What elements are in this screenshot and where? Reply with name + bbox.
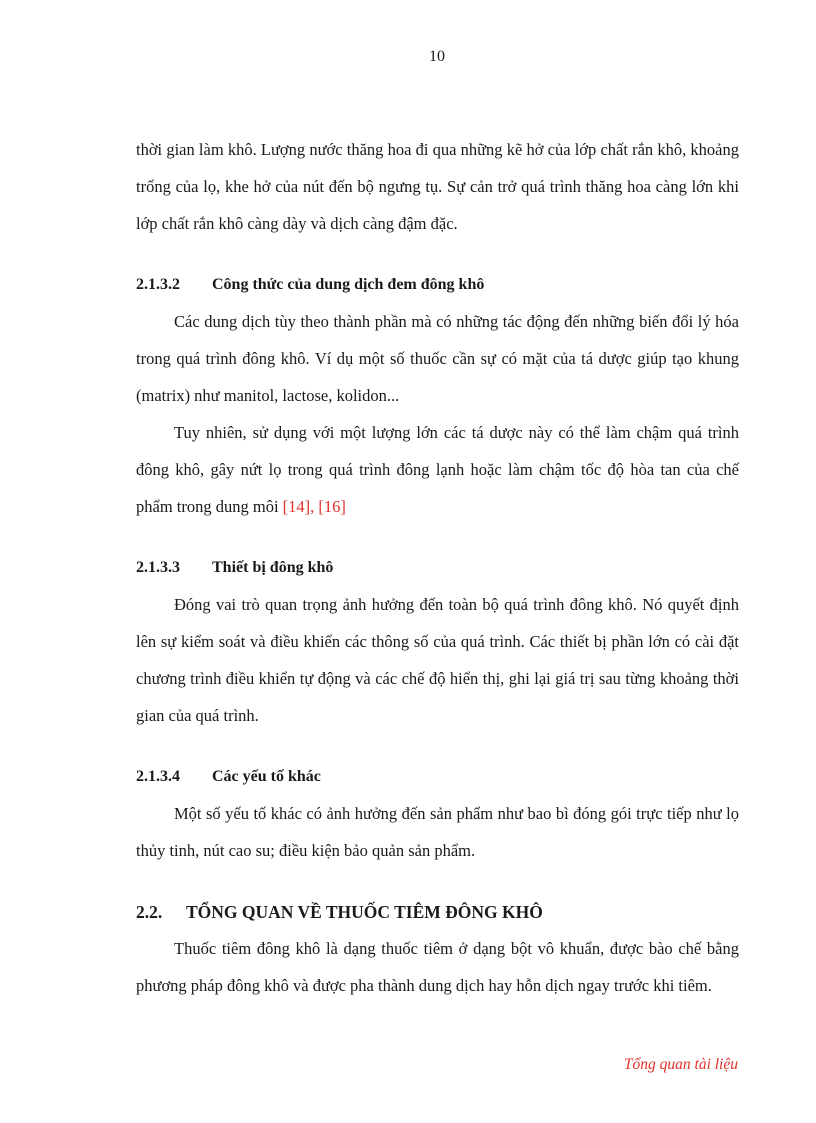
page-number: 10 (429, 48, 445, 65)
paragraph-text: Tuy nhiên, sử dụng với một lượng lớn các tá dược này có thể làm chậm quá trình đông khô, gây nứt lọ trong quá trình đông lạnh hoặc làm chậm tốc độ hòa tan của chế phẩm trong dung môi (136, 423, 739, 516)
section-2-1-3-2-paragraph-2 (136, 414, 739, 525)
section-title: Thiết bị đông khô (212, 559, 334, 576)
section-heading-2-1-3-4 (136, 764, 739, 790)
section-number: 2.1.3.3 (136, 559, 180, 576)
document-body (136, 131, 739, 1004)
section-heading-2-1-3-2 (136, 272, 739, 298)
section-2-1-3-2-paragraph-1: Các dung dịch tùy theo thành phần mà có những tác động đến những biến đổi lý hóa trong quá trình đông khô. Ví dụ một số thuốc cần sự có mặt của tá dược giúp tạo khung (matrix) như manitol, lactose, kolidon... (136, 312, 739, 405)
section-title: TỔNG QUAN VỀ THUỐC TIÊM ĐÔNG KHÔ (186, 902, 543, 922)
section-number: 2.2. (136, 902, 163, 922)
section-number: 2.1.3.2 (136, 276, 180, 293)
footer-running-title: Tổng quan tài liệu (623, 1056, 738, 1073)
citation-link[interactable]: [14], [16] (282, 497, 346, 516)
section-2-2-paragraph: Thuốc tiêm đông khô là dạng thuốc tiêm ở dạng bột vô khuẩn, được bào chế bằng phương pháp đông khô và được pha thành dung dịch hay hỗn dịch ngay trước khi tiêm. (136, 939, 739, 995)
section-heading-2-2 (136, 899, 739, 925)
section-title: Công thức của dung dịch đem đông khô (212, 276, 485, 293)
section-2-1-3-4-paragraph: Một số yếu tố khác có ảnh hưởng đến sản phẩm như bao bì đóng gói trực tiếp như lọ thủy tinh, nút cao su; điều kiện bảo quản sản phẩm. (136, 804, 739, 860)
intro-paragraph: thời gian làm khô. Lượng nước thăng hoa đi qua những kẽ hở của lớp chất rắn khô, khoảng trống của lọ, khe hở của nút đến bộ ngưng tụ. Sự cản trở quá trình thăng hoa càng lớn khi lớp chất rắn khô càng dày và dịch càng đậm đặc. (136, 140, 739, 233)
section-title: Các yếu tố khác (212, 768, 321, 785)
section-2-1-3-3-paragraph: Đóng vai trò quan trọng ảnh hưởng đến toàn bộ quá trình đông khô. Nó quyết định lên sự kiểm soát và điều khiển các thông số của quá trình. Các thiết bị phần lớn có cài đặt chương trình điều khiển tự động và các chế độ hiển thị, ghi lại giá trị sau từng khoảng thời gian của quá trình. (136, 595, 739, 725)
section-number: 2.1.3.4 (136, 768, 180, 785)
section-heading-2-1-3-3 (136, 555, 739, 581)
